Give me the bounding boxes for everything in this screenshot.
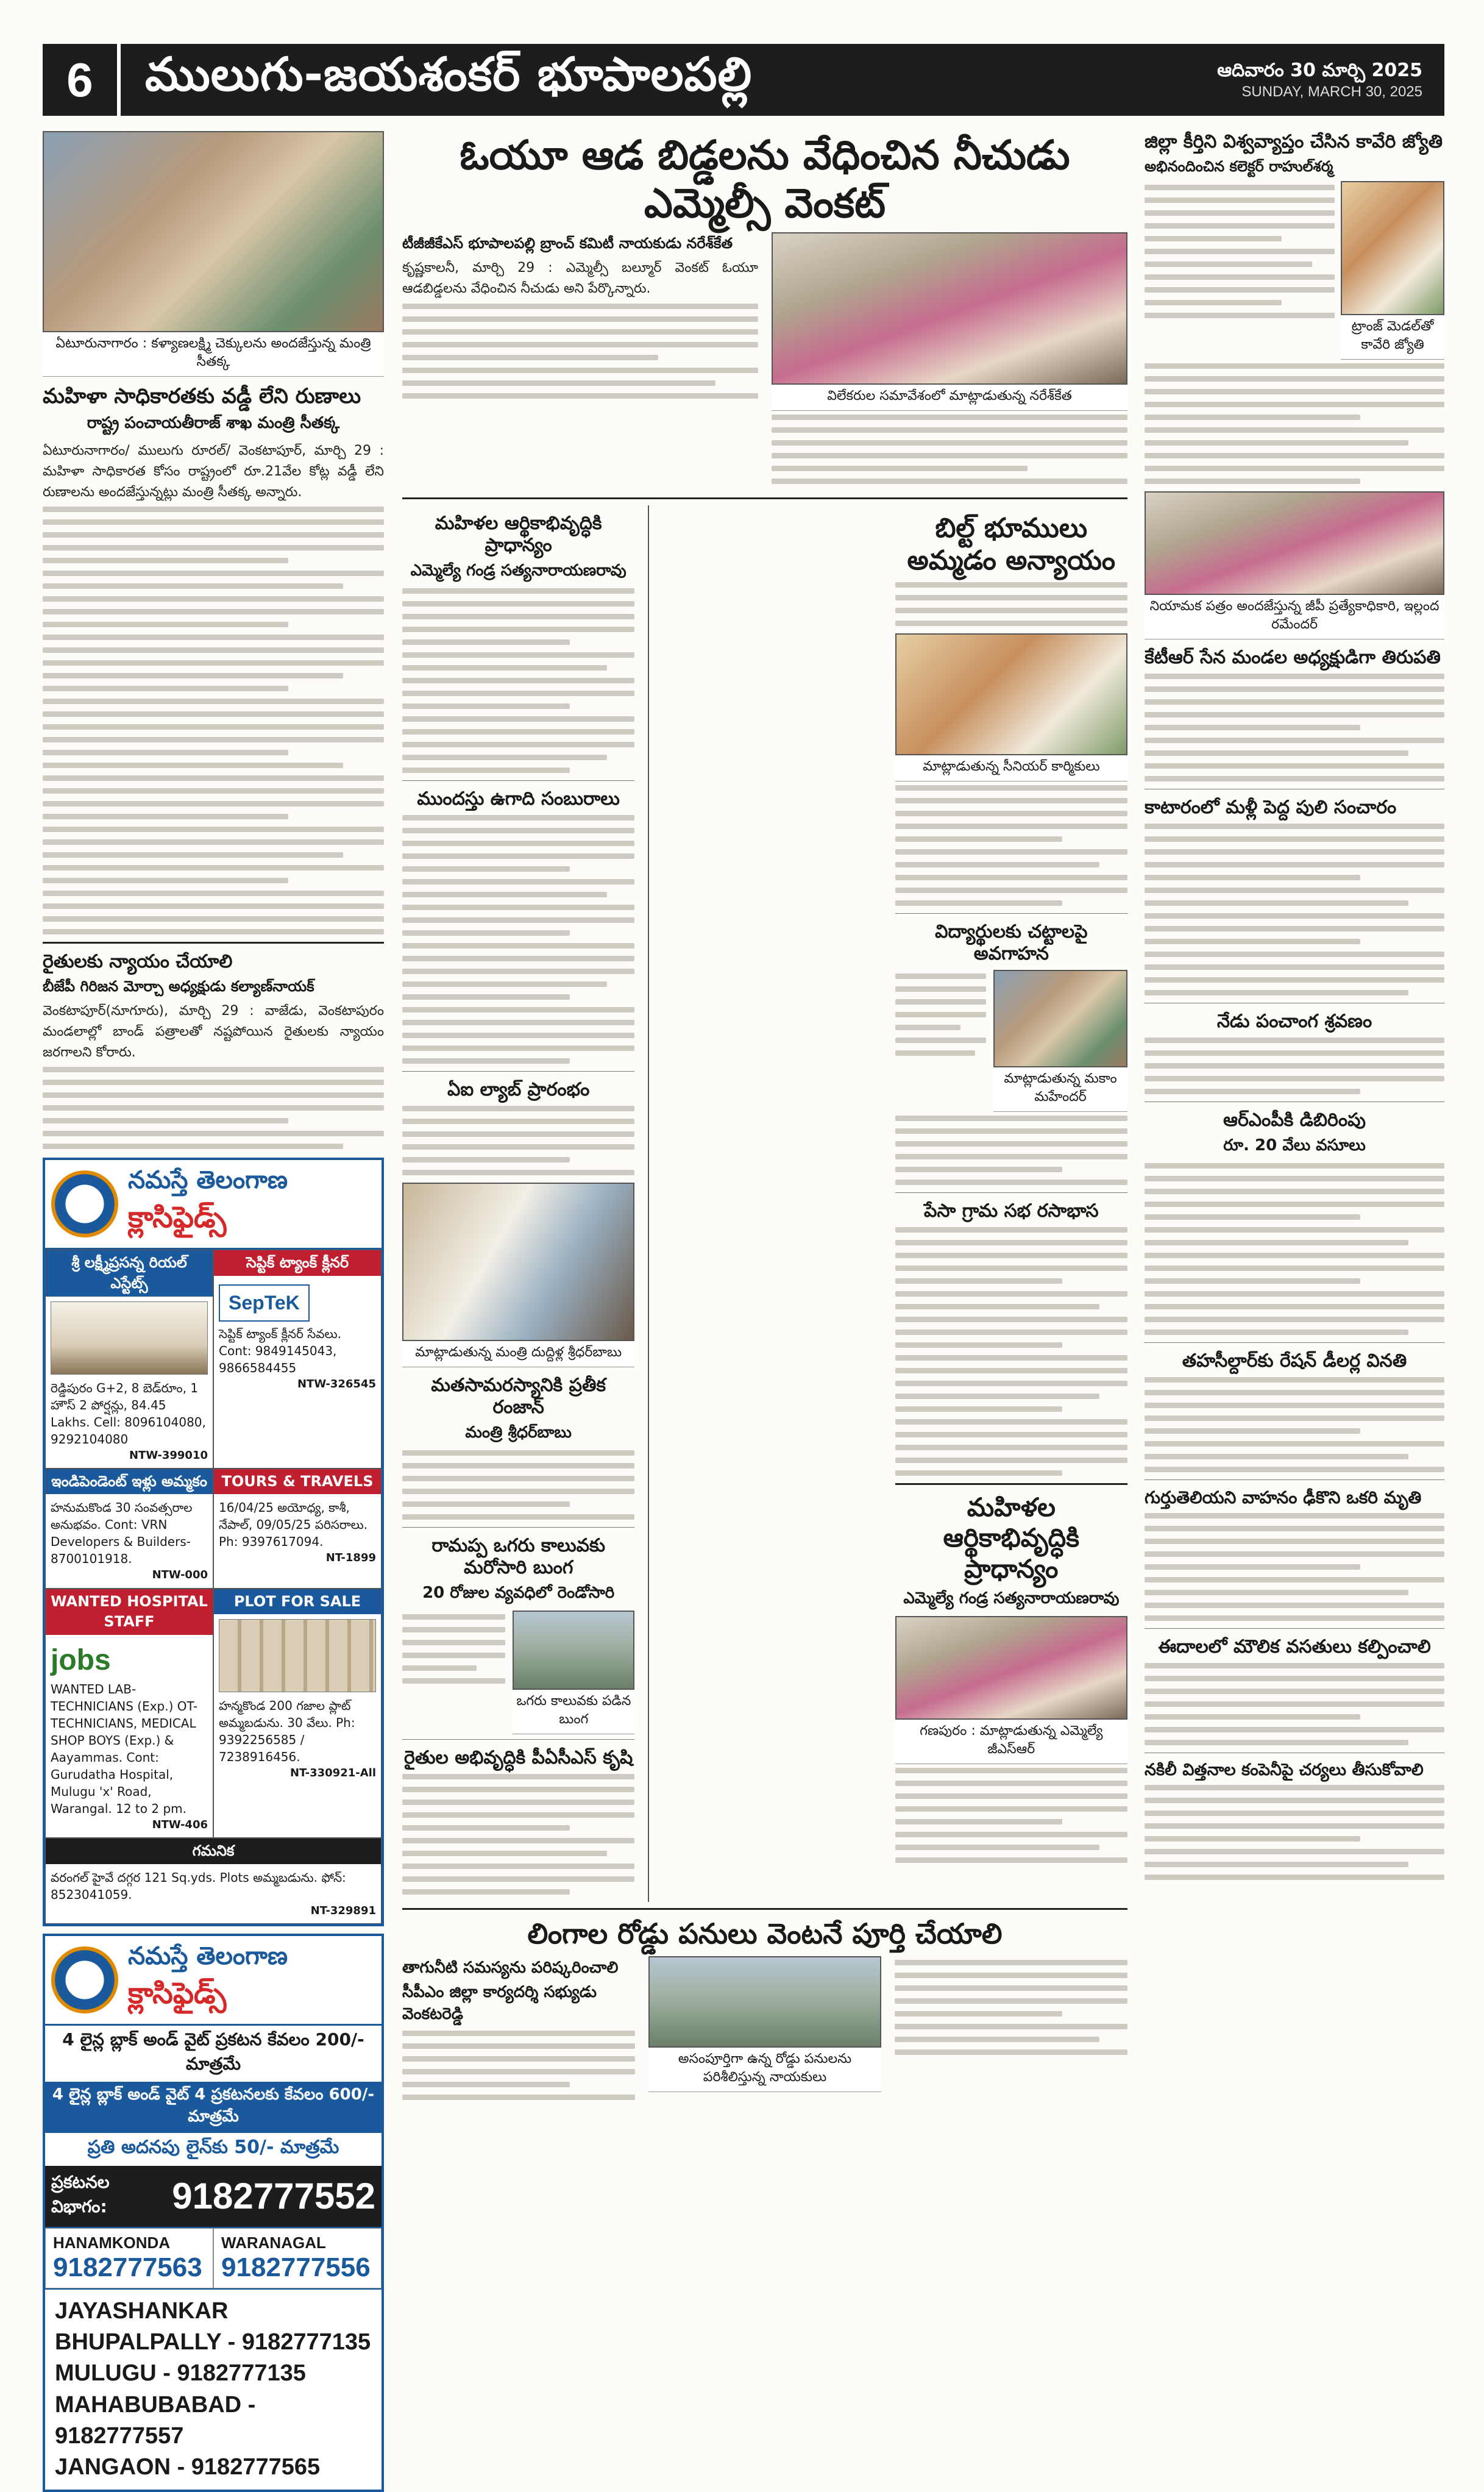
story-headline: ఆర్‌ఎంపీకి డిబిరింపు (1223, 1109, 1366, 1131)
ad-code: NT-329891 (310, 1904, 376, 1917)
story-headline: పేసా గ్రామ సభ రసాభాస (924, 1200, 1099, 1222)
story-headline: మతసామరస్యానికి ప్రతీక రంజాన్ (431, 1375, 606, 1419)
story-bullet: సీపీఎం జిల్లా కార్యదర్శి సభ్యుడు వెంకటరెడ్డి (402, 1982, 597, 2023)
classified-ad (213, 1468, 382, 1589)
ad-heading: ఇండిపెండెంట్ ఇళ్లు అమ్మకం (46, 1469, 213, 1495)
story-headline: కేటీఆర్ సేన మండల అధ్యక్షుడిగా తిరుపతి (1145, 647, 1441, 668)
namaste-telangana-seal-icon (51, 1170, 118, 1237)
classifieds-title-line2: క్లాసిఫైడ్స్ (128, 1200, 227, 1235)
rate-line: 4 లైన్ల బ్లాక్ అండ్ వైట్ 4 ప్రకటనలకు కేవలం 600/- మాత్రమే (45, 2082, 382, 2133)
classified-ad (45, 1589, 213, 1839)
promo-title-line1: నమస్తే తెలంగాణ (128, 1942, 288, 1970)
rate-line: 4 లైన్ల బ్లాక్ అండ్ వైట్ ప్రకటన కేవలం 200/- మాత్రమే (62, 2029, 364, 2074)
center-column (402, 131, 1127, 2107)
classified-ad (45, 1250, 213, 1468)
news-photo (993, 970, 1127, 1067)
story-headline: మహిళల ఆర్థికాభివృద్ధికి ప్రాధాన్యం (943, 1492, 1080, 1584)
story-bullet: తాగునీటి సమస్యను పరిష్కరించాలి (402, 1958, 619, 1977)
ad-heading: PLOT FOR SALE (214, 1589, 381, 1615)
date-telugu: ఆదివారం 30 మార్చి 2025 (1217, 59, 1422, 81)
classified-ad (213, 1250, 382, 1468)
left-column (43, 131, 384, 2492)
edition-date (1217, 59, 1444, 101)
news-photo (895, 633, 1127, 755)
story-headline: రైతుల అభివృద్ధికి పీఏసీఎస్ కృషి (404, 1747, 633, 1769)
ad-heading: గమనిక (46, 1839, 381, 1864)
story-lead: వెంకటాపూర్(నూగూరు), మార్చి 29 : వాజేడు, వెంకటాపురం మండలాల్లో బాండ్ పత్రాలతో నష్టపోయిన రైతులకు న్యాయం జరగాలని కోరారు. (43, 1003, 384, 1061)
ad-code: NTW-000 (152, 1568, 208, 1582)
branch-name: WARANAGAL (221, 2233, 326, 2252)
house-photo (51, 1301, 208, 1375)
ad-body: రెడ్డిపురం G+2, 8 బెడ్‌రూం, 1 హౌస్ 2 పోర్షన్లు, 84.45 Lakhs. Cell: 8096104080, 9292104080 (51, 1380, 206, 1447)
news-photo (513, 1611, 634, 1690)
story-subhead: రాష్ట్ర పంచాయతీరాజ్ శాఖ మంత్రి సీతక్క (87, 413, 340, 432)
branch-phone: 9182777556 (221, 2252, 371, 2282)
news-photo (1341, 181, 1444, 315)
story-headline: తహసీల్దార్‌కు రేషన్ డీలర్ల వినతి (1182, 1350, 1407, 1372)
ad-heading: సెప్టిక్ ట్యాంక్ క్లీనర్ (214, 1250, 381, 1276)
photo-caption: గణపురం : మాట్లాడుతున్న ఎమ్మెల్యే జీఎస్‌ఆర్ (895, 1720, 1127, 1764)
masthead (43, 44, 1444, 116)
namaste-telangana-seal-icon (51, 1946, 118, 2013)
story-headline: విద్యార్థులకు చట్టాలపై అవగాహన (935, 920, 1088, 964)
story-headline: నేడు పంచాంగ శ్రవణం (1216, 1011, 1372, 1032)
ad-code: NTW-406 (152, 1818, 208, 1831)
classified-ad (45, 1468, 213, 1589)
story-subhead: టీజీజీకేఎస్ భూపాలపల్లి బ్రాంచ్ కమిటీ నాయకుడు నరేశ్‌కేత (402, 235, 733, 252)
promo-title-line2: క్లాసిఫైడ్స్ (128, 1976, 227, 2010)
contact-number: 9182777552 (172, 2176, 375, 2217)
story-headline: మహిళల ఆర్థికాభివృద్ధికి ప్రాధాన్యం (435, 513, 602, 557)
news-photo (1145, 491, 1444, 595)
branch-contact (213, 2228, 382, 2288)
branch-list (45, 2288, 382, 2490)
ad-code: NTW-326545 (297, 1377, 376, 1390)
branch-line: MULUGU - 9182777135 (55, 2360, 306, 2387)
photo-caption: నియామక పత్రం అందజేస్తున్న జీపీ ప్రత్యేకాధికారి, ఇల్లంద రమేందర్ (1145, 595, 1444, 639)
ad-body: హనుమకొండ 30 సంవత్సరాల అనుభవం. Cont: VRN Developers & Builders- 8700101918. (51, 1500, 193, 1567)
photo-caption: అసంపూర్తిగా ఉన్న రోడ్డు పనులను పరిశీలిస్తున్న నాయకులు (648, 2048, 881, 2092)
plot-photo (219, 1619, 376, 1692)
photo-caption: మాట్లాడుతున్న మంత్రి దుద్దిళ్ల శ్రీధర్‌బాబు (402, 1341, 634, 1367)
branch-line: JAYASHANKAR BHUPALPALLY - 9182777135 (55, 2298, 371, 2355)
branch-grid (45, 2227, 382, 2288)
classifieds-promo-banner (43, 1934, 384, 2492)
story-subhead: ఎమ్మెల్యే గండ్ర సత్యనారాయణరావు (410, 561, 627, 580)
classifieds-header (45, 1160, 382, 1250)
branch-phone: 9182777563 (53, 2252, 202, 2282)
ad-code: NTW-399010 (129, 1448, 208, 1462)
classified-ads-grid (45, 1250, 382, 1924)
page-number: 6 (43, 44, 121, 116)
right-column (1145, 131, 1444, 1887)
story-headline: లింగాల రోడ్డు పనులు వెంటనే పూర్తి చేయాలి (527, 1917, 1003, 1951)
branch-line: JANGAON - 9182777565 (55, 2454, 321, 2480)
classifieds-title-line1: నమస్తే తెలంగాణ (128, 1166, 288, 1195)
jobs-logo: jobs (51, 1643, 111, 1676)
septek-logo: SepTeK (219, 1284, 310, 1322)
branch-name: HANAMKONDA (53, 2233, 171, 2252)
advertising-contact (45, 2166, 382, 2227)
story-subhead: 20 రోజుల వ్యవధిలో రెండోసారి (422, 1584, 615, 1603)
ad-heading: శ్రీ లక్ష్మీప్రసన్న రియల్ ఎస్టేట్స్ (46, 1250, 213, 1296)
story-headline: బిల్ట్ భూములు అమ్మడం అన్యాయం (907, 513, 1116, 577)
story-subhead: మంత్రి శ్రీధర్‌బాబు (465, 1423, 572, 1442)
story-lead: ఏటూరునాగారం/ ములుగు రూరల్/ వెంకటాపూర్, మార్చి 29 : మహిళా సాధికారత కోసం రాష్ట్రంలో రూ.21వేల కోట్ల వడ్డీ లేని రుణాలను అందజేస్తున్నట్లు మంత్రి సీతక్క అన్నారు. (43, 443, 384, 500)
ad-body: సెప్టిక్ ట్యాంక్ క్లీనర్ సేవలు. Cont: 9849145043, 9866584455 (219, 1326, 341, 1375)
contact-label: ప్రకటనల విభాగం: (51, 2171, 110, 2216)
story-headline: రామప్ప ఒగరు కాలువకు మరోసారి బుంగ (431, 1535, 605, 1579)
classified-ad (213, 1589, 382, 1839)
story-headline: ముందస్తు ఉగాది సంబురాలు (417, 788, 620, 810)
story-body (43, 507, 384, 934)
section-title: ములుగు-జయశంకర్ భూపాలపల్లి (145, 47, 753, 101)
news-photo (895, 1616, 1127, 1720)
lead-headline: ఓయూ ఆడ బిడ్డలను వేధించిన నీచుడు ఎమ్మెల్సీ వెంకట్ (460, 132, 1070, 227)
date-english: SUNDAY, MARCH 30, 2025 (1241, 83, 1422, 100)
story-headline: మహిళా సాధికారతకు వడ్డీ లేని రుణాలు (43, 384, 361, 408)
story-body (43, 1067, 384, 1149)
photo-caption: ట్రాంజ్ మెడల్‌తో కావేరి జ్యోతి (1341, 315, 1444, 360)
photo-caption: మాట్లాడుతున్న మకాం మహేందర్ (993, 1067, 1127, 1112)
photo-caption: మాట్లాడుతున్న సీనియర్ కార్మికులు (895, 755, 1127, 781)
ad-heading: WANTED HOSPITAL STAFF (46, 1589, 213, 1635)
story-subhead: రూ. 20 వేలు వసూలు (1223, 1136, 1366, 1155)
ad-body: హన్మకొండ 200 గజాల ప్లాట్ అమ్మబడును. 30 వేలు. Ph: 9392256585 / 7238916456. (219, 1698, 355, 1765)
story-headline: జిల్లా కీర్తిని విశ్వవ్యాప్తం చేసిన కావేరి జ్యోతి (1145, 131, 1443, 152)
ad-code: NT-1899 (325, 1551, 376, 1565)
story-headline: ఏఐ ల్యాబ్ ప్రారంభం (447, 1079, 590, 1101)
story-subhead: బీజేపీ గిరిజన మోర్చా అధ్యక్షుడు కల్యాణ్‌నాయక్ (43, 978, 314, 995)
story-subhead: అభినందించిన కలెక్టర్ రాహుల్‌శర్మ (1145, 158, 1333, 175)
ad-body: వరంగల్ హైవే దగ్గర 121 Sq.yds. Plots అమ్మబడును. ఫోన్: 8523041059. (51, 1870, 346, 1902)
story-headline: ఈదాలలో మౌలిక వసతులు కల్పించాలి (1158, 1636, 1431, 1657)
ad-body: WANTED LAB-TECHNICIANS (Exp.) OT-TECHNICIANS, MEDICAL SHOP BOYS (Exp.) & Aayammas. Cont: Gurudatha Hospital, Mulugu 'x' Road, Warangal. 12 to 2 pm. (51, 1681, 198, 1816)
news-photo (43, 131, 384, 332)
story-lead: కృష్ణకాలనీ, మార్చి 29 : ఎమ్మెల్సీ బల్మూర్ వెంకట్ ఓయూ ఆడబిడ్డలను వేధించిన నీచుడు అని పేర్కొన్నారు. (402, 260, 758, 297)
story-subhead: ఎమ్మెల్యే గండ్ర సత్యనారాయణరావు (903, 1589, 1120, 1608)
classified-ad (45, 1838, 382, 1924)
news-photo (648, 1956, 881, 2048)
ad-code: NT-330921-All (289, 1767, 376, 1780)
ad-heading: TOURS & TRAVELS (214, 1469, 381, 1495)
news-photo (772, 232, 1127, 385)
story-headline: నకిలీ విత్తనాల కంపెనీపై చర్యలు తీసుకోవాలి (1145, 1760, 1424, 1779)
classifieds-box (43, 1158, 384, 1926)
rate-line: ప్రతి అదనపు లైన్‌కు 50/- మాత్రమే (87, 2136, 339, 2158)
story-headline: రైతులకు న్యాయం చేయాలి (43, 951, 233, 973)
story-headline: గుర్తుతెలియని వాహనం ఢీకొని ఒకరి మృతి (1145, 1487, 1422, 1508)
photo-caption: విలేకరుల సమావేశంలో మాట్లాడుతున్న నరేశ్‌కేత (772, 385, 1127, 411)
branch-contact (45, 2228, 213, 2288)
story-headline: కాటారంలో మళ్లీ పెద్ద పులి సంచారం (1145, 797, 1397, 818)
ad-body: 16/04/25 అయోధ్య, కాశీ, నేపాల్, 09/05/25 పరిసరాలు. Ph: 9397617094. (219, 1500, 368, 1550)
photo-caption: ఒగరు కాలువకు పడిన బుంగ (513, 1690, 634, 1734)
news-photo (402, 1183, 634, 1341)
branch-line: MAHABUBABAD - 9182777557 (55, 2391, 256, 2449)
photo-caption: ఏటూరునాగారం : కళ్యాణలక్ష్మి చెక్కులను అందజేస్తున్న మంత్రి సీతక్క (43, 332, 384, 377)
